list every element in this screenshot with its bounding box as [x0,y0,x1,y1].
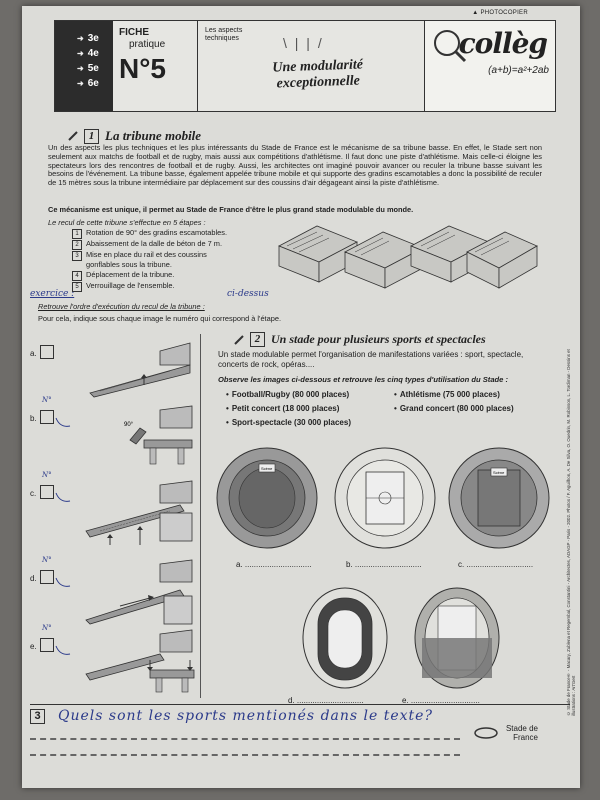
use-item: • Grand concert (80 000 places) [394,404,514,413]
category-label: Les aspects techniques [205,27,243,42]
sun-rays-icon: \ | | / [283,35,324,51]
step-item: 2 Abaissement de la dalle de béton de 7 m. [72,239,242,250]
answer-box[interactable] [40,410,54,424]
answer-box[interactable] [40,638,54,652]
step-item: 1 Rotation de 90° des gradins escamotables. [72,228,242,239]
page-title: Une modularité exceptionnelle [272,57,364,92]
brand-box [424,21,555,111]
stadium-plan-e [412,586,502,692]
plan-label-c: c. .............................. [458,560,534,569]
brand-logo: collèg [458,27,547,60]
worksheet-page [22,6,580,788]
tribune-diagram [80,341,200,401]
arrow-icon: ➜ [77,34,84,43]
section-number: 2 [250,332,265,347]
stadium-plan-c [444,446,554,554]
diagram-e [30,624,200,694]
photocopier-note: ▲ PHOTOCOPIER [472,10,528,16]
diagram-b [30,396,200,466]
diagram-label: b. [30,414,37,423]
level-item: ➜ 4e [77,48,99,59]
diagram-label: e. [30,642,37,651]
stadium-plan-d [300,586,390,692]
section-2-intro: Un stade modulable permet l'organisation de manifestations variées : sport, spectacle, concerts de rock, opéras.... [218,350,524,369]
fiche-box [115,21,198,111]
copyright-notice: © Stade de France® - Macary, Zublena et Regembal, Constantini - Architectes, ADAGP - Paris - 2002. Photos / F. Aguilhon, A. De Silva, O. Ouedrin, M. Robinson, L. Tordiman - Dessins et illustrations : Art'Gert [566,349,576,716]
section-1-highlight: Ce mécanisme est unique, il permet au Stade de France d'être le plus grand stade modulable du monde. [48,205,414,214]
step-item: 3 Mise en place du rail et des coussins gonflables sous la tribune. [72,250,242,270]
answer-line [30,754,460,756]
section-1-intro: Un des aspects les plus techniques et les plus intéressants du Stade de France est le mécanisme de sa tribune basse. En effet, le Stade sert non seulement aux matchs de football et de rugby, mais aussi aux compétitions d'athlétisme. Il faut donc une piste d'athlétisme. Mais celle-ci éloigne les spectateurs lors des rencontres de football et de rugby. Aussi, les architectes ont imaginé pouvoir avancer ou reculer la tribune basse suivant les besoins de l'événement. La tribune basse, également appelée tribune mobile et qui supporte des gradins escamotables a donc la possibilité de reculer de 15 mètres sous la tribune intermédiaire par déplacement sur des coussins d'air dégageant ainsi la piste d'athlétisme. [48,143,542,188]
level-item: ➜ 3e [77,33,99,44]
section-number: 3 [30,709,45,724]
section-number: 1 [84,129,99,144]
answer-box[interactable] [40,485,54,499]
stadium-plan-b [330,446,440,554]
svg-text:90°: 90° [124,422,134,428]
level-list [55,21,113,111]
answer-box[interactable] [40,345,54,359]
answer-box[interactable] [40,570,54,584]
tribune-diagram [80,630,200,696]
tribune-diagram [80,481,200,547]
use-item: • Sport-spectacle (30 000 places) [226,418,351,427]
plan-label-d: d. .............................. [288,696,364,705]
answer-line [30,738,460,740]
stade-de-france-logo: Stade de France [474,718,538,752]
pencil-arrow-icon [54,576,74,590]
steps-list [72,228,242,292]
fiche-number: N°5 [119,53,166,84]
stadium-logo-icon [474,726,498,740]
level-item: ➜ 6e [77,78,99,89]
diagram-label: a. [30,349,37,358]
level-item: ➜ 5e [77,63,99,74]
tribune-steps-illustration [277,216,539,298]
section-1-heading [68,128,201,144]
diagram-c [30,471,200,541]
pencil-arrow-icon [54,644,74,658]
section-2-heading [234,332,486,347]
handwritten-number: N° [42,471,52,479]
stadium-plan-a [212,446,322,554]
tribune-diagram [80,560,200,630]
use-item: • Football/Rugby (80 000 places) [226,390,350,399]
steps-intro: Le recul de cette tribune s'effectue en 5 étapes : [48,218,206,227]
step-item: 4 Déplacement de la tribune. [72,270,242,281]
section-2-instruction: Observe les images ci-dessous et retrouve les cinq types d'utilisation du Stade : [218,375,509,384]
pencil-arrow-icon [54,491,74,505]
pratique-label: pratique [129,39,166,50]
fiche-label: FICHE [119,27,149,38]
math-formula: (a+b)=a²+2ab [488,65,549,76]
use-item: • Petit concert (18 000 places) [226,404,340,413]
svg-text:Scène: Scène [261,466,273,471]
step-item: 5 Verrouillage de l'ensemble. [72,281,242,292]
svg-text:Scène: Scène [493,470,505,475]
diagram-a [30,341,200,401]
handwritten-ci-dessus: ci-dessus [227,289,269,299]
diagram-label: d. [30,574,37,583]
diagram-label: c. [30,489,37,498]
use-item: • Athlétisme (75 000 places) [394,390,500,399]
arrow-icon: ➜ [77,79,84,88]
pencil-icon [234,335,244,345]
plan-label-e: e. ............................... [402,696,480,705]
arrow-icon: ➜ [77,49,84,58]
exercise-instruction: Retrouve l'ordre d'exécution du recul de la tribune : [38,302,205,311]
handwritten-question: Quels sont les sports mentionés dans le texte? [58,708,433,724]
header-banner [54,20,556,112]
column-divider [200,334,201,698]
diagram-d [30,556,200,626]
handwritten-exercise: exercice : [30,289,75,299]
tribune-diagram [80,406,200,466]
pencil-arrow-icon [54,416,74,430]
handwritten-number: N° [42,396,52,404]
exercise-hint: Pour cela, indique sous chaque image le numéro qui correspond à l'étape. [38,314,281,323]
pencil-icon [68,131,78,141]
plan-label-a: a. .............................. [236,560,312,569]
section-title: La tribune mobile [105,128,202,143]
handwritten-number: N° [42,624,52,632]
handwritten-number: N° [42,556,52,564]
section-title: Un stade pour plusieurs sports et spectacles [271,332,486,346]
plan-label-b: b. .............................. [346,560,422,569]
arrow-icon: ➜ [77,64,84,73]
stadium-plans [212,446,552,716]
